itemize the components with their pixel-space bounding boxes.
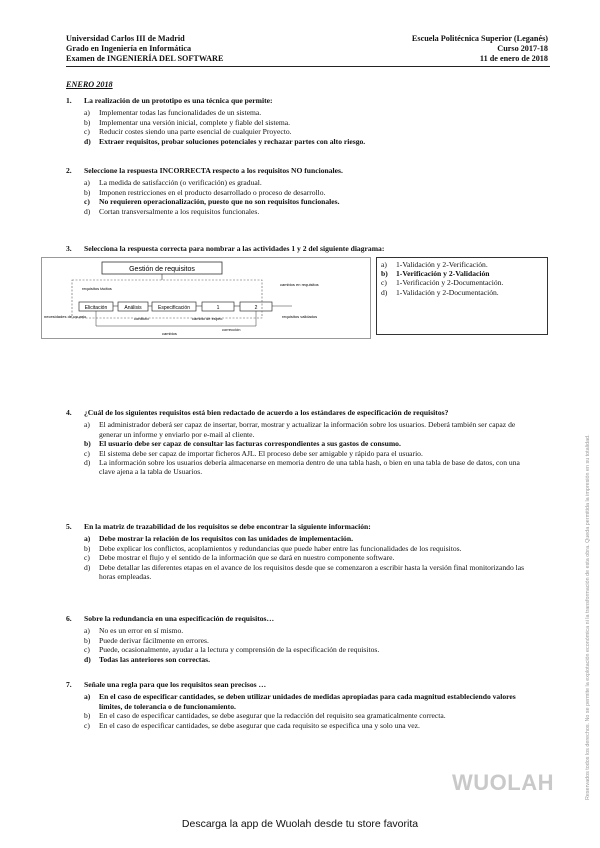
question-number: 6. [66,614,72,623]
option-letter: c) [84,553,90,563]
option-a [84,178,536,187]
option-letter: c) [84,720,90,730]
exam-date-full: 11 de enero de 2018 [479,54,548,63]
question-2 [66,166,536,216]
option-letter: d) [84,136,91,146]
question-text: Sobre la redundancia en una especificación de requisitos… [84,614,275,623]
question-text: La realización de un prototipo es una técnica que permite: [84,96,273,105]
option-letter: c) [84,197,90,207]
option-letter: b) [84,543,91,553]
option-letter: a) [84,178,90,188]
option-letter: b) [381,269,388,279]
label-validated: requisitos validados [282,314,318,319]
degree-name: Grado en Ingeniería en Informática [66,44,192,53]
option-d [381,288,543,297]
option-text: 1-Validación y 2-Documentación. [396,287,499,297]
box-label: Especificación [158,305,190,311]
option-text: Debe mostrar la relación de los requisitos con las unidades de implementación. [99,534,353,544]
question-number: 1. [66,96,72,105]
question-text: ¿Cuál de los siguientes requisitos está bien redactado de acuerdo a los estándares de especificación de requisitos? [84,408,449,417]
option-text: Reducir costes siendo una parte esencial de cualquier Proyecto. [99,127,292,137]
option-letter: a) [84,626,90,636]
option-b [84,711,536,720]
option-letter: d) [84,654,91,664]
option-letter: a) [84,108,90,118]
option-letter: d) [84,458,91,468]
option-text: 1-Verificación y 2-Documentación. [396,278,504,288]
download-app-footer[interactable]: Descarga la app de Wuolah desde tu store favorita [181,818,419,830]
question-number: 5. [66,522,72,531]
copyright-notice: Reservados todos los derechos. No se permite la explotación económica ni la transformación de esta obra. Queda permitida la impresión en su totalidad. [585,434,591,800]
question-number: 7. [66,680,72,689]
option-a [84,692,536,711]
option-a [84,626,536,635]
option-b [84,188,536,197]
option-c [84,197,536,206]
label-spec-change: cambio de espec. [192,316,224,321]
option-text: El sistema debe ser capaz de importar ficheros AJL. El proceso debe ser amigable y rápido para el usuario. [99,448,423,458]
option-b [84,118,536,127]
option-letter: b) [84,711,91,721]
option-letter: a) [84,534,91,544]
option-text: No es un error en sí mismo. [99,626,184,636]
option-d [84,563,536,582]
question-number: 2. [66,166,72,175]
option-a [84,534,536,543]
option-letter: c) [381,278,387,288]
label-correction: corrección [222,327,241,332]
option-letter: c) [84,127,90,137]
box-label: Análisis [124,305,142,311]
option-d [84,655,536,664]
box-label: 1 [216,305,220,311]
option-letter: a) [84,692,91,702]
answer-box [376,257,548,335]
option-text: En el caso de especificar cantidades, se debe asegurar que cada requisito se especifica una y solo una vez. [99,720,420,730]
option-text: El usuario debe ser capaz de consultar las facturas correspondientes a sus gastos de consumo. [99,439,401,449]
box-label: Elicitación [84,305,108,311]
question-7 [66,680,536,730]
diagram-title: Gestión de requisitos [129,266,195,273]
question-1 [66,96,536,146]
option-a [84,108,536,117]
course-year: Curso 2017-18 [497,44,548,53]
option-b [84,439,536,448]
option-text: La medida de satisfacción (o verificación) es gradual. [99,178,262,188]
option-text: Implementar una versión inicial, complete y fiable del sistema. [99,117,291,127]
option-c [84,127,536,136]
university-name: Universidad Carlos III de Madrid [66,34,185,43]
question-text: Selecciona la respuesta correcta para nombrar a las actividades 1 y 2 del siguiente diagrama: [84,244,385,253]
option-letter: c) [84,645,90,655]
option-letter: b) [84,635,91,645]
option-letter: c) [84,448,90,458]
option-letter: a) [84,420,90,430]
wuolah-watermark: WUOLAH [452,770,554,795]
requirements-diagram [41,257,371,339]
option-letter: d) [84,206,91,216]
option-text: Todas las anteriores son correctas. [99,654,211,664]
header-divider [66,66,550,67]
option-letter: b) [84,117,91,127]
option-text: Implementar todas las funcionalidades de un sistema. [99,108,262,118]
option-b [84,544,536,553]
option-c [84,449,536,458]
option-b [84,636,536,645]
option-text: El administrador deberá ser capaz de insertar, borrar, mostrar y actualizar la información sobre los usuarios. Deberá también ser capaz de generar un informe y enviarlo por e-mail al cliente. [99,420,516,439]
option-letter: d) [84,562,91,572]
box-label: 2 [254,305,258,311]
question-4 [66,408,536,477]
question-6 [66,614,536,664]
option-letter: d) [381,287,388,297]
label-conflict: conflicto [134,316,149,321]
option-text: Puede, ocasionalmente, ayudar a la lectura y comprensión de la especificación de requisitos. [99,645,380,655]
option-text: 1-Verificación y 2-Validación [396,269,490,279]
option-b [381,269,543,278]
diagram-svg [42,258,370,338]
option-a [381,260,543,269]
label-tacit: requisitos tácitos [82,286,112,291]
option-text: En el caso de especificar cantidades, se deben utilizar unidades de medidas apropiadas para cada magnitud estableciendo valores límites, de tolerancia o de funcionamiento. [99,692,516,711]
option-text: Debe mostrar el flujo y el sentido de la información que se dará en nuestro componente software. [99,553,395,563]
exam-session: ENERO 2018 [66,80,113,89]
question-number: 4. [66,408,72,417]
option-d [84,137,536,146]
school-name: Escuela Politécnica Superior (Leganés) [411,34,548,43]
question-text: En la matriz de trazabilidad de los requisitos se debe encontrar la siguiente información: [84,522,371,531]
option-letter: b) [84,439,91,449]
option-text: No requieren operacionalización, puesto que no son requisitos funcionales. [99,197,340,207]
header-right [412,34,548,64]
option-d [84,458,536,477]
header-left [66,34,223,64]
option-a [84,420,536,439]
option-letter: b) [84,187,91,197]
option-text: Debe detallar las diferentes etapas en el avance de los requisitos desde que se comenzaron a escribir hasta la versión final monitorizando las horas empleadas. [99,562,525,582]
label-user-needs: necesidades de usuario [44,314,87,319]
option-text: Debe explicar los conflictos, acoplamientos y redundancias que puede haber entre las funcionalidades de los requisitos. [99,543,462,553]
option-c [84,645,536,654]
option-letter: a) [381,260,387,269]
question-3 [66,244,536,253]
label-cambios: cambios [162,331,177,336]
option-c [84,553,536,562]
label-changes: cambios en requisitos [280,282,319,287]
option-text: 1-Validación y 2-Verificación. [396,260,488,269]
question-text: Señale una regla para que los requisitos sean precisos … [84,680,267,689]
question-number: 3. [66,244,72,253]
option-text: La información sobre los usuarios debería almacenarse en memoria dentro de una tabla hash, o bien en una tabla de base de datos, con una clave ajena a la tabla de Usuarios. [99,458,520,477]
option-c [381,278,543,287]
exam-subject: Examen de INGENIERÍA DEL SOFTWARE [66,54,224,63]
option-text: Extraer requisitos, probar soluciones potenciales y rechazar partes con alto riesgo. [99,136,366,146]
option-c [84,721,536,730]
option-d [84,207,536,216]
option-text: Puede derivar fácilmente en errores. [99,635,209,645]
question-5 [66,522,536,581]
option-text: En el caso de especificar cantidades, se debe asegurar que la redacción del requisito sea gramaticalmente correcta. [99,711,446,721]
option-text: Imponen restricciones en el producto desarrollado o proceso de desarrollo. [99,187,326,197]
option-text: Cortan transversalmente a los requisitos funcionales. [99,206,260,216]
question-text: Seleccione la respuesta INCORRECTA respecto a los requisitos NO funcionales. [84,166,343,175]
